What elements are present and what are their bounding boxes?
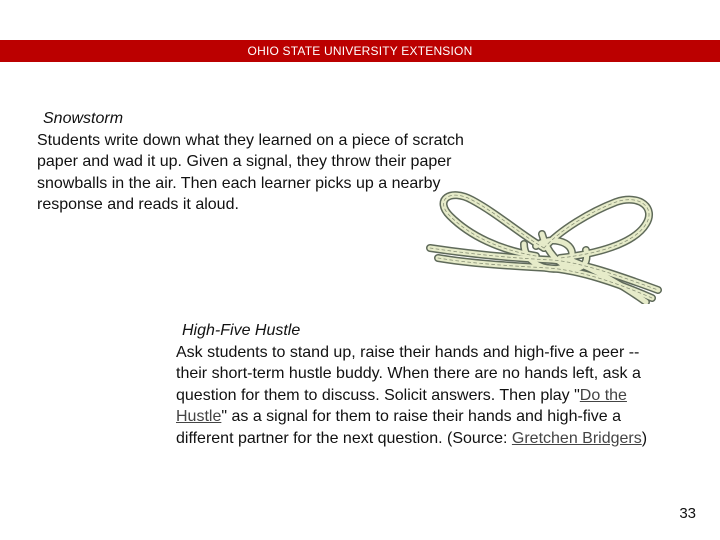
rope-knot-icon bbox=[420, 186, 668, 304]
snowstorm-description: Students write down what they learned on a piece of scratch paper and wad it up. Given a signal, they throw their paper snowballs in the air. Then each learner picks up a nearby response and reads it aloud. bbox=[37, 131, 464, 213]
header-banner bbox=[0, 40, 720, 62]
organization-name: OHIO STATE UNIVERSITY EXTENSION bbox=[247, 44, 473, 58]
gretchen-bridgers-link[interactable]: Gretchen Bridgers bbox=[511, 429, 642, 447]
hustle-text-part-1: Ask students to stand up, raise their hands and high-five a peer -- their short-term hustle buddy. When there are no hands left, ask a question for them to discuss. Solicit answers. Then play " bbox=[176, 343, 641, 404]
high-five-hustle-description bbox=[176, 342, 656, 450]
page-number: 33 bbox=[679, 505, 696, 522]
hustle-text-part-3: ) bbox=[641, 429, 648, 447]
hustle-text-part-2: " as a signal for them to raise their hands and high-five a different partner for the next question. (Source: bbox=[176, 408, 622, 447]
high-five-hustle-title: High-Five Hustle bbox=[182, 322, 301, 339]
snowstorm-title: Snowstorm bbox=[43, 110, 124, 127]
do-the-hustle-link[interactable]: Do the Hustle bbox=[176, 386, 627, 425]
high-five-hustle-section bbox=[176, 320, 656, 449]
